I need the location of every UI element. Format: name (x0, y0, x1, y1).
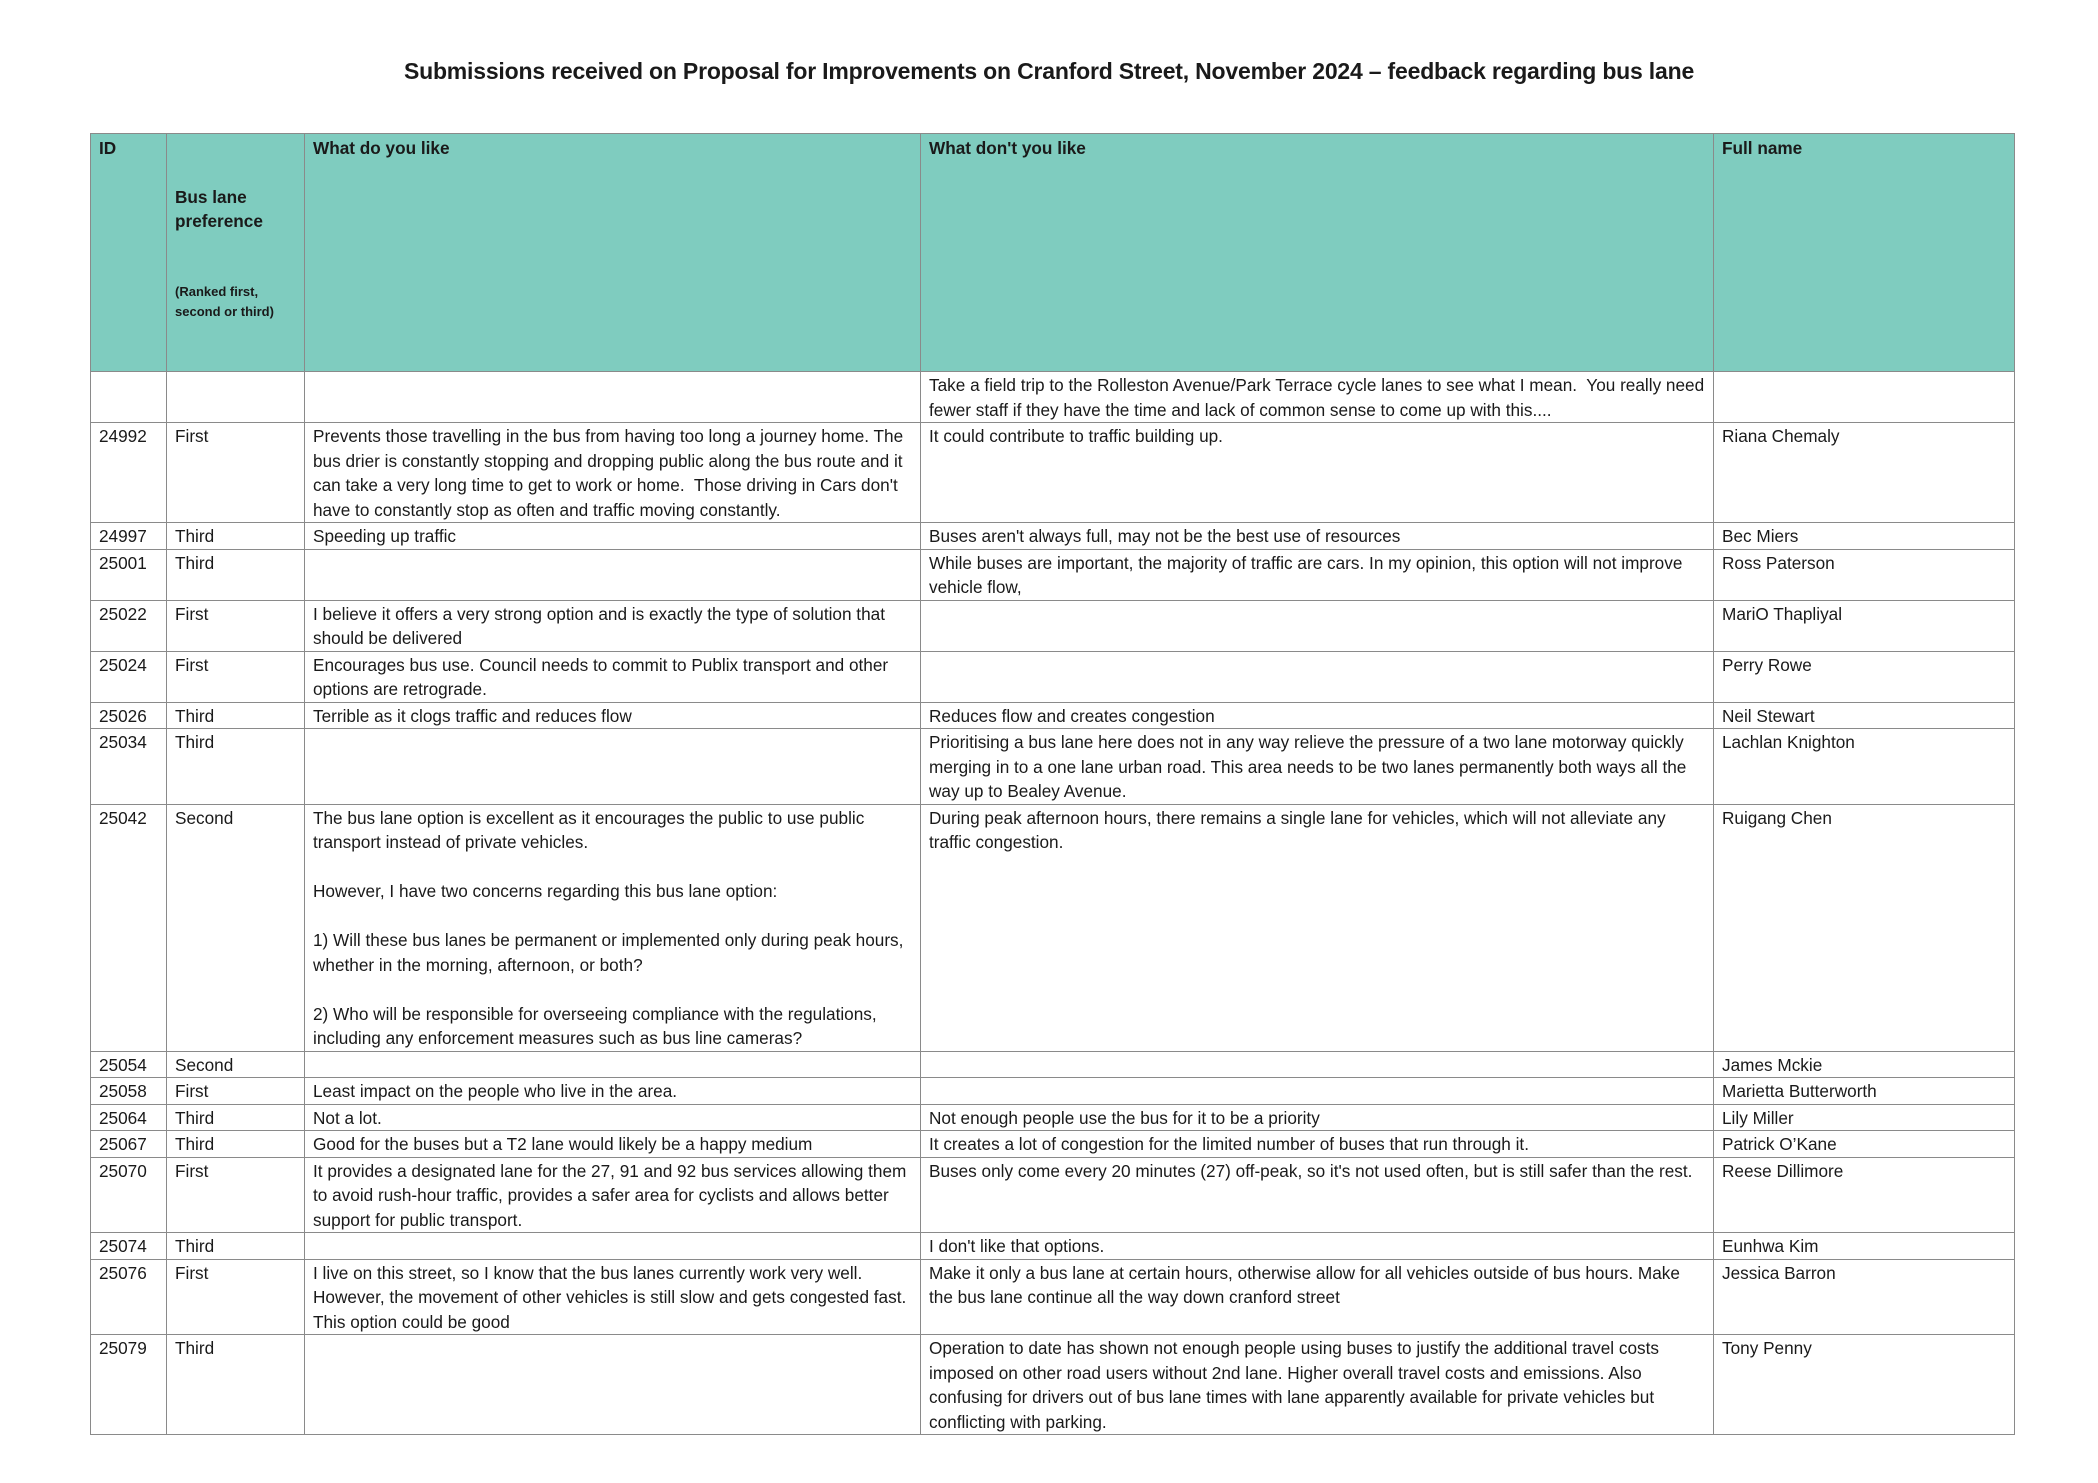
cell-id: 25022 (91, 600, 167, 651)
cell-full-name: Eunhwa Kim (1714, 1233, 2015, 1260)
cell-like: Terrible as it clogs traffic and reduces flow (305, 702, 921, 729)
cell-dislike: I don't like that options. (921, 1233, 1714, 1260)
cell-full-name: Ruigang Chen (1714, 804, 2015, 1051)
cell-dislike: Not enough people use the bus for it to be a priority (921, 1104, 1714, 1131)
cell-dislike: It creates a lot of congestion for the limited number of buses that run through it. (921, 1131, 1714, 1158)
table-row (91, 600, 2015, 651)
cell-dislike: Buses only come every 20 minutes (27) off-peak, so it's not used often, but is still safer than the rest. (921, 1157, 1714, 1233)
cell-like (305, 729, 921, 805)
cell-id: 25076 (91, 1259, 167, 1335)
cell-full-name (1714, 372, 2015, 423)
cell-dislike: Prioritising a bus lane here does not in any way relieve the pressure of a two lane motorway quickly merging in to a one lane urban road. This area needs to be two lanes permanently both ways all the way up to Bealey Avenue. (921, 729, 1714, 805)
cell-preference: Third (167, 1335, 305, 1435)
cell-full-name: Tony Penny (1714, 1335, 2015, 1435)
table-row (91, 729, 2015, 805)
cell-full-name: Patrick O’Kane (1714, 1131, 2015, 1158)
cell-dislike: During peak afternoon hours, there remains a single lane for vehicles, which will not alleviate any traffic congestion. (921, 804, 1714, 1051)
cell-preference: Third (167, 1233, 305, 1260)
cell-full-name: Lily Miller (1714, 1104, 2015, 1131)
cell-full-name: Riana Chemaly (1714, 423, 2015, 523)
cell-id: 25058 (91, 1078, 167, 1105)
cell-dislike (921, 600, 1714, 651)
table-row (91, 423, 2015, 523)
cell-preference: Third (167, 729, 305, 805)
cell-dislike (921, 651, 1714, 702)
cell-dislike: Reduces flow and creates congestion (921, 702, 1714, 729)
cell-dislike (921, 1051, 1714, 1078)
cell-like: Good for the buses but a T2 lane would likely be a happy medium (305, 1131, 921, 1158)
table-row (91, 1051, 2015, 1078)
cell-full-name: James Mckie (1714, 1051, 2015, 1078)
cell-like: Not a lot. (305, 1104, 921, 1131)
column-header-like: What do you like (305, 134, 921, 372)
cell-like: It provides a designated lane for the 27, 91 and 92 bus services allowing them to avoid rush-hour traffic, provides a safer area for cyclists and allows better support for public transport. (305, 1157, 921, 1233)
cell-preference: Second (167, 804, 305, 1051)
cell-preference: Third (167, 1131, 305, 1158)
table-row (91, 549, 2015, 600)
cell-like: Encourages bus use. Council needs to commit to Publix transport and other options are retrograde. (305, 651, 921, 702)
cell-dislike: It could contribute to traffic building up. (921, 423, 1714, 523)
cell-like (305, 1335, 921, 1435)
preference-header-note: (Ranked first, second or third) (175, 284, 274, 319)
table-header-row (91, 134, 2015, 372)
table-row (91, 1078, 2015, 1105)
cell-preference: First (167, 423, 305, 523)
table-row (91, 1259, 2015, 1335)
cell-id: 25079 (91, 1335, 167, 1435)
cell-preference: First (167, 1157, 305, 1233)
cell-preference: First (167, 1259, 305, 1335)
cell-id: 25034 (91, 729, 167, 805)
cell-like (305, 1233, 921, 1260)
cell-dislike: Operation to date has shown not enough people using buses to justify the additional travel costs imposed on other road users without 2nd lane. Higher overall travel costs and emissions. Also confusing for drivers out of bus lane times with lane apparently available for private vehicles but conflicting with parking. (921, 1335, 1714, 1435)
cell-preference (167, 372, 305, 423)
cell-dislike (921, 1078, 1714, 1105)
table-row (91, 1335, 2015, 1435)
cell-id: 25001 (91, 549, 167, 600)
page-title: Submissions received on Proposal for Improvements on Cranford Street, November 2024 – feedback regarding bus lane (403, 58, 1695, 84)
table-row (91, 1233, 2015, 1260)
cell-dislike: While buses are important, the majority of traffic are cars. In my opinion, this option will not improve vehicle flow, (921, 549, 1714, 600)
cell-id: 25067 (91, 1131, 167, 1158)
cell-dislike: Buses aren't always full, may not be the best use of resources (921, 523, 1714, 550)
cell-id: 24997 (91, 523, 167, 550)
cell-full-name: Lachlan Knighton (1714, 729, 2015, 805)
table-row (91, 804, 2015, 1051)
cell-preference: Third (167, 1104, 305, 1131)
cell-preference: Third (167, 549, 305, 600)
column-header-id: ID (91, 134, 167, 372)
column-header-dislike: What don't you like (921, 134, 1714, 372)
table-row (91, 523, 2015, 550)
cell-like (305, 549, 921, 600)
cell-id: 25074 (91, 1233, 167, 1260)
cell-preference: First (167, 651, 305, 702)
column-header-full-name: Full name (1714, 134, 2015, 372)
cell-preference: Second (167, 1051, 305, 1078)
cell-full-name: Perry Rowe (1714, 651, 2015, 702)
submissions-table (90, 133, 2015, 1435)
cell-like: I believe it offers a very strong option and is exactly the type of solution that should be delivered (305, 600, 921, 651)
cell-preference: Third (167, 523, 305, 550)
cell-id: 25054 (91, 1051, 167, 1078)
cell-full-name: Marietta Butterworth (1714, 1078, 2015, 1105)
table-row (91, 651, 2015, 702)
cell-id: 25042 (91, 804, 167, 1051)
cell-full-name: Neil Stewart (1714, 702, 2015, 729)
cell-like (305, 372, 921, 423)
cell-like: I live on this street, so I know that the bus lanes currently work very well. However, the movement of other vehicles is still slow and gets congested fast. This option could be good (305, 1259, 921, 1335)
cell-id: 24992 (91, 423, 167, 523)
cell-id: 25026 (91, 702, 167, 729)
table-row (91, 372, 2015, 423)
cell-like (305, 1051, 921, 1078)
cell-full-name: Jessica Barron (1714, 1259, 2015, 1335)
cell-like: The bus lane option is excellent as it encourages the public to use public transport instead of private vehicles. However, I have two concerns regarding this bus lane option: 1) Will these bus lanes be permanent or implemented only during peak hours, whether in the morning, afternoon, or both? 2) Who will be responsible for overseeing compliance with the regulations, including any enforcement measures such as bus line cameras? (305, 804, 921, 1051)
cell-like: Speeding up traffic (305, 523, 921, 550)
table-row (91, 1157, 2015, 1233)
table-row (91, 702, 2015, 729)
cell-id: 25024 (91, 651, 167, 702)
cell-full-name: Reese Dillimore (1714, 1157, 2015, 1233)
cell-like: Prevents those travelling in the bus from having too long a journey home. The bus drier is constantly stopping and dropping public along the bus route and it can take a very long time to get to work or home. Those driving in Cars don't have to constantly stop as often and traffic moving constantly. (305, 423, 921, 523)
table-row (91, 1131, 2015, 1158)
table-row (91, 1104, 2015, 1131)
cell-preference: Third (167, 702, 305, 729)
column-header-preference (167, 134, 305, 372)
cell-id: 25064 (91, 1104, 167, 1131)
cell-full-name: MariO Thapliyal (1714, 600, 2015, 651)
cell-preference: First (167, 600, 305, 651)
cell-dislike: Take a field trip to the Rolleston Avenue/Park Terrace cycle lanes to see what I mean. You really need fewer staff if they have the time and lack of common sense to come up with this.... (921, 372, 1714, 423)
cell-dislike: Make it only a bus lane at certain hours, otherwise allow for all vehicles outside of bus hours. Make the bus lane continue all the way down cranford street (921, 1259, 1714, 1335)
cell-full-name: Bec Miers (1714, 523, 2015, 550)
cell-preference: First (167, 1078, 305, 1105)
cell-like: Least impact on the people who live in the area. (305, 1078, 921, 1105)
cell-id: 25070 (91, 1157, 167, 1233)
cell-id (91, 372, 167, 423)
preference-header-label: Bus lane preference (175, 187, 263, 231)
cell-full-name: Ross Paterson (1714, 549, 2015, 600)
